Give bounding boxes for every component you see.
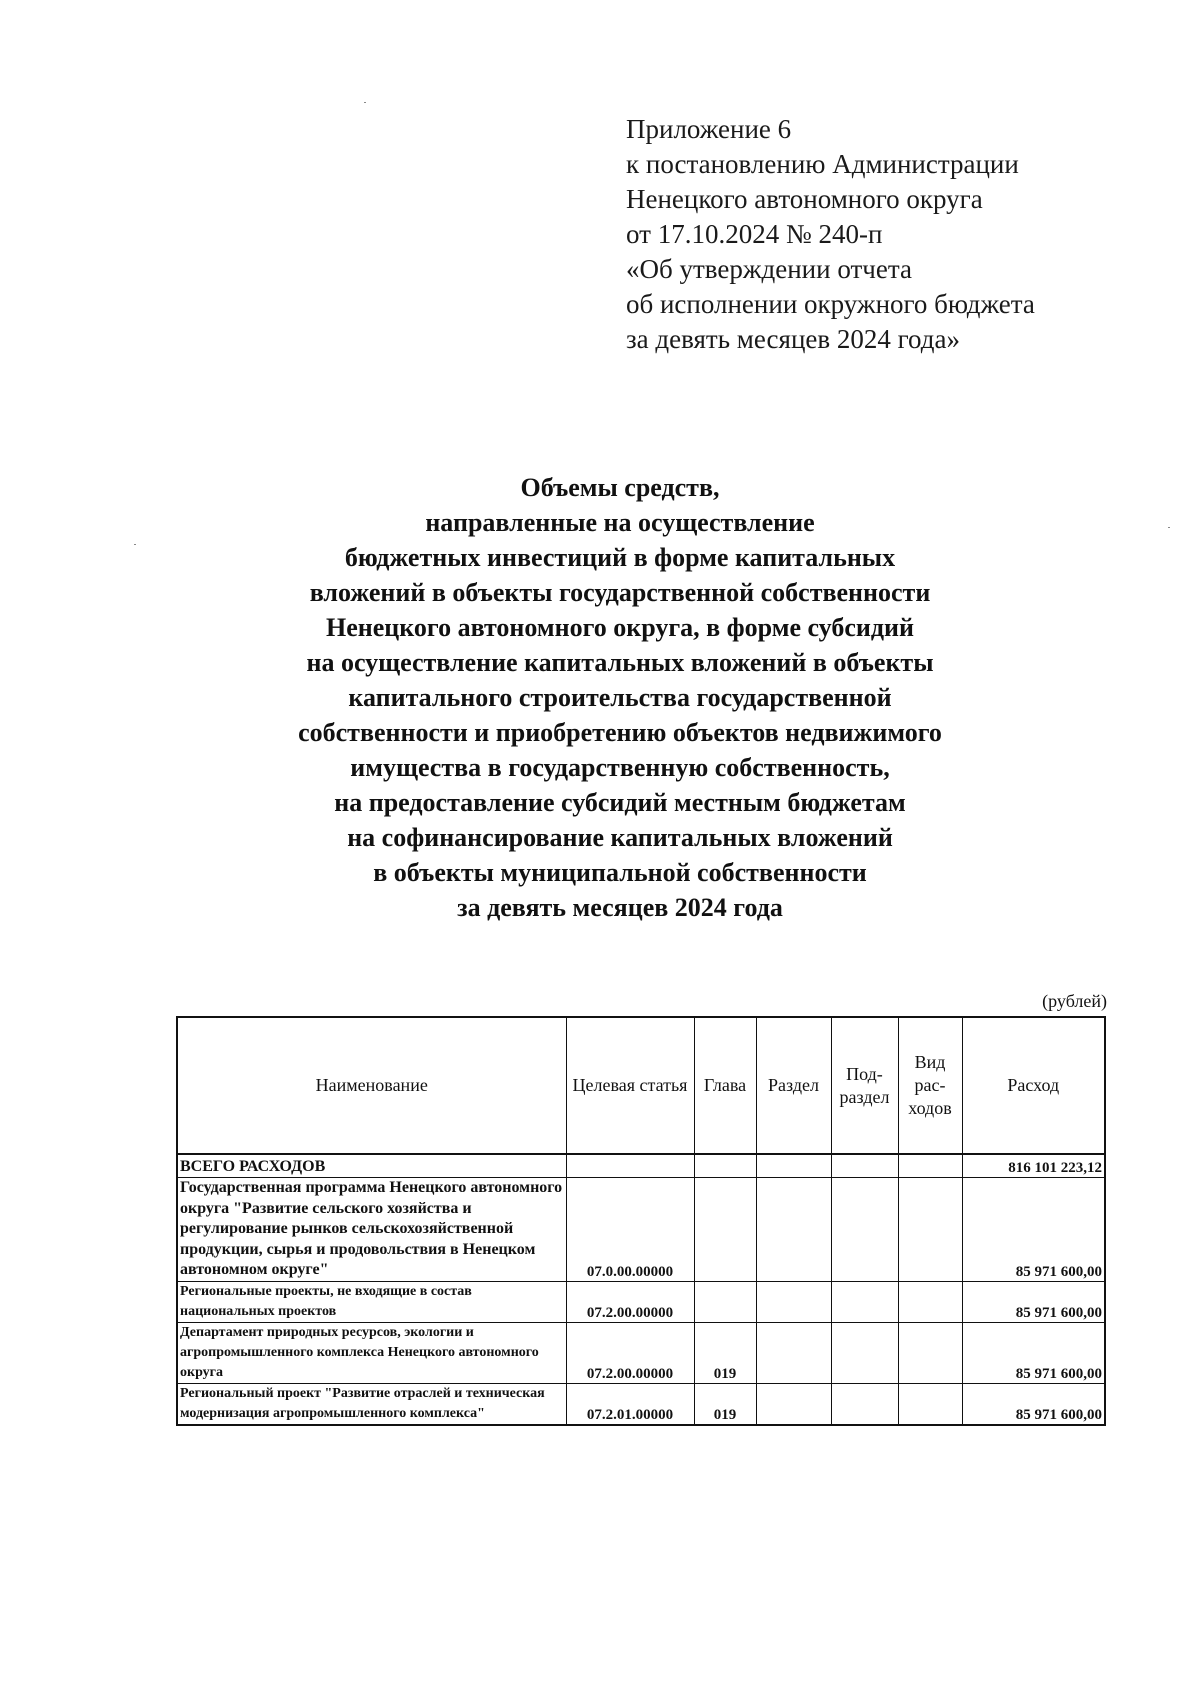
cell-rashod: 85 971 600,00 bbox=[962, 1383, 1105, 1425]
title-line: вложений в объекты государственной собственности bbox=[309, 578, 931, 607]
cell-target: 07.2.01.00000 bbox=[566, 1383, 694, 1425]
scan-speck bbox=[1168, 527, 1170, 528]
annex-line: к постановлению Администрации bbox=[626, 149, 1019, 179]
units-label: (рублей) bbox=[1042, 991, 1107, 1011]
cell-name: Региональные проекты, не входящие в состав национальных проектов bbox=[177, 1281, 566, 1322]
cell-glava bbox=[694, 1154, 756, 1178]
title-line: на софинансирование капитальных вложений bbox=[347, 823, 893, 852]
table-row bbox=[177, 1178, 1105, 1282]
cell-vid bbox=[898, 1154, 962, 1178]
cell-podrazdel bbox=[831, 1322, 898, 1383]
cell-glava: 019 bbox=[694, 1383, 756, 1425]
title-line: собственности и приобретению объектов недвижимого bbox=[298, 718, 942, 747]
table-row bbox=[177, 1322, 1105, 1383]
annex-line: за девять месяцев 2024 года» bbox=[626, 324, 960, 354]
annex-line: Приложение 6 bbox=[626, 114, 792, 144]
cell-rashod: 816 101 223,12 bbox=[962, 1154, 1105, 1178]
annex-line: от 17.10.2024 № 240-п bbox=[626, 219, 883, 249]
cell-vid bbox=[898, 1178, 962, 1282]
table-row bbox=[177, 1383, 1105, 1425]
cell-rashod: 85 971 600,00 bbox=[962, 1322, 1105, 1383]
cell-rashod: 85 971 600,00 bbox=[962, 1281, 1105, 1322]
expenditure-table bbox=[176, 1016, 1106, 1426]
cell-podrazdel bbox=[831, 1281, 898, 1322]
cell-podrazdel bbox=[831, 1383, 898, 1425]
cell-razdel bbox=[756, 1322, 831, 1383]
annex-block bbox=[626, 112, 1035, 357]
scan-speck bbox=[134, 544, 136, 545]
table-row bbox=[177, 1281, 1105, 1322]
cell-glava: 019 bbox=[694, 1322, 756, 1383]
cell-vid bbox=[898, 1281, 962, 1322]
cell-razdel bbox=[756, 1178, 831, 1282]
annex-line: об исполнении окружного бюджета bbox=[626, 289, 1035, 319]
cell-vid bbox=[898, 1383, 962, 1425]
title-line: за девять месяцев 2024 года bbox=[457, 893, 783, 922]
cell-razdel bbox=[756, 1281, 831, 1322]
cell-target bbox=[566, 1154, 694, 1178]
cell-podrazdel bbox=[831, 1178, 898, 1282]
header-glava: Глава bbox=[694, 1017, 756, 1154]
title-line: на осуществление капитальных вложений в объекты bbox=[306, 648, 934, 677]
header-vid: Вид рас-ходов bbox=[898, 1017, 962, 1154]
cell-rashod: 85 971 600,00 bbox=[962, 1178, 1105, 1282]
header-podrazdel: Под-раздел bbox=[831, 1017, 898, 1154]
title-line: капитального строительства государственной bbox=[348, 683, 892, 712]
cell-target: 07.0.00.00000 bbox=[566, 1178, 694, 1282]
scan-speck bbox=[364, 102, 366, 103]
cell-glava bbox=[694, 1281, 756, 1322]
header-rashod: Расход bbox=[962, 1017, 1105, 1154]
cell-glava bbox=[694, 1178, 756, 1282]
cell-razdel bbox=[756, 1154, 831, 1178]
cell-name: Государственная программа Ненецкого автономного округа "Развитие сельского хозяйства и регулирование рынков сельскохозяйственной продукции, сырья и продовольствия в Ненецком автономном округе" bbox=[177, 1178, 566, 1282]
cell-podrazdel bbox=[831, 1154, 898, 1178]
title-line: Ненецкого автономного округа, в форме субсидий bbox=[326, 613, 914, 642]
cell-name: ВСЕГО РАСХОДОВ bbox=[177, 1154, 566, 1178]
cell-name: Региональный проект "Развитие отраслей и техническая модернизация агропромышленного комплекса" bbox=[177, 1383, 566, 1425]
header-razdel: Раздел bbox=[756, 1017, 831, 1154]
cell-target: 07.2.00.00000 bbox=[566, 1281, 694, 1322]
header-name: Наименование bbox=[177, 1017, 566, 1154]
title-line: бюджетных инвестиций в форме капитальных bbox=[344, 543, 896, 572]
annex-line: Ненецкого автономного округа bbox=[626, 184, 983, 214]
cell-vid bbox=[898, 1322, 962, 1383]
table-row bbox=[177, 1154, 1105, 1178]
title-line: на предоставление субсидий местным бюджетам bbox=[334, 788, 906, 817]
title-line: имущества в государственную собственность, bbox=[350, 753, 890, 782]
title-line: Объемы средств, bbox=[520, 473, 720, 502]
cell-target: 07.2.00.00000 bbox=[566, 1322, 694, 1383]
title-line: направленные на осуществление bbox=[425, 508, 815, 537]
title-line: в объекты муниципальной собственности bbox=[373, 858, 867, 887]
cell-name: Департамент природных ресурсов, экологии и агропромышленного комплекса Ненецкого автономного округа bbox=[177, 1322, 566, 1383]
document-title bbox=[170, 470, 1070, 925]
header-target: Целевая статья bbox=[566, 1017, 694, 1154]
cell-razdel bbox=[756, 1383, 831, 1425]
annex-line: «Об утверждении отчета bbox=[626, 254, 912, 284]
table-header-row bbox=[177, 1017, 1105, 1154]
